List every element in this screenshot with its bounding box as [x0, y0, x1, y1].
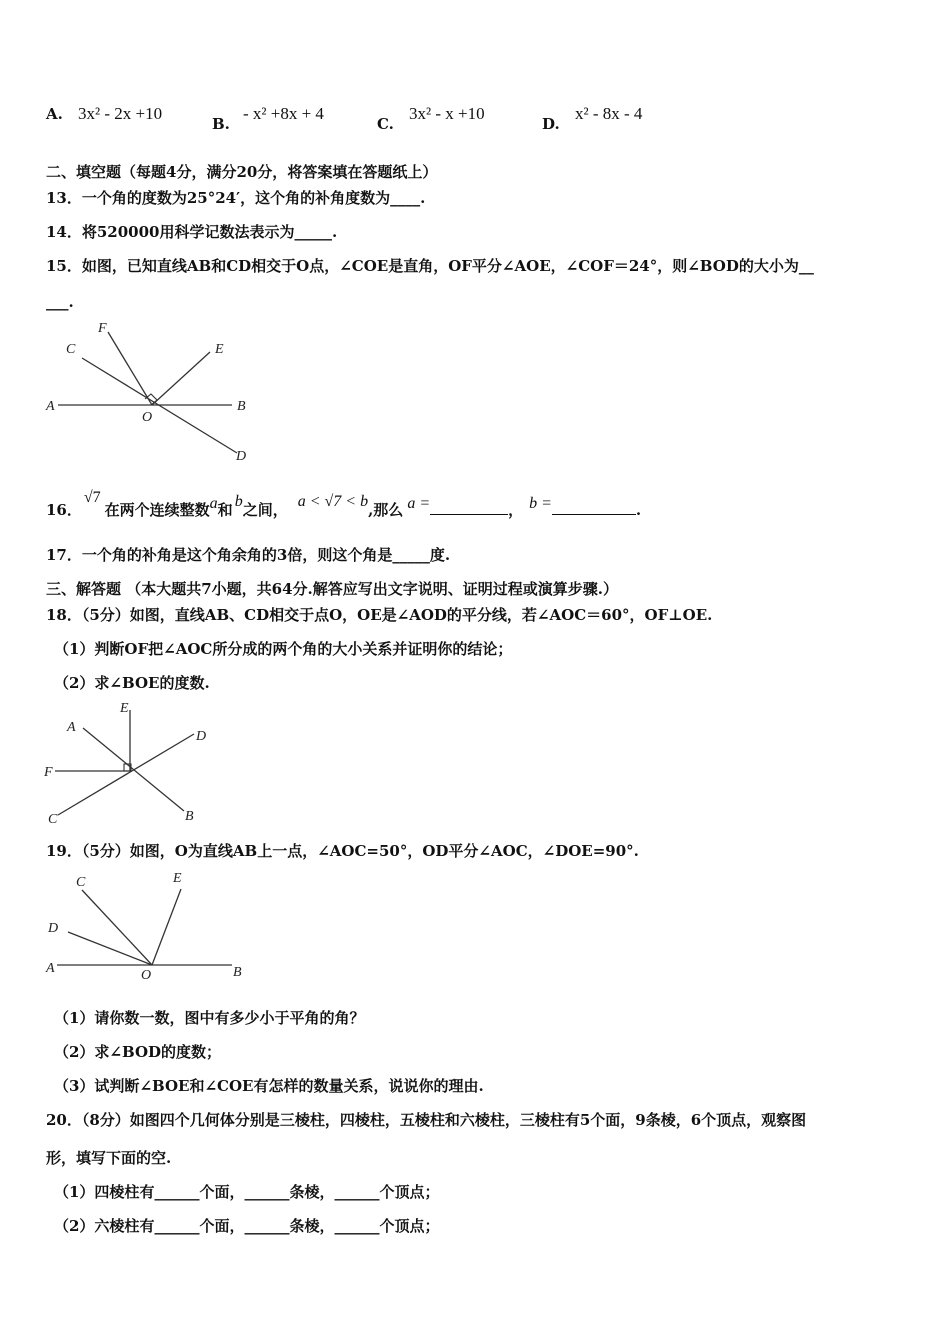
- label-b: B: [237, 399, 246, 414]
- option-b: [212, 114, 230, 133]
- figure-19: [40, 864, 260, 984]
- label-b: B: [185, 809, 194, 824]
- label-a: A: [46, 961, 55, 976]
- question-18-part1: （1）判断OF把∠AOC所分成的两个角的大小关系并证明你的结论；: [54, 640, 513, 658]
- question-17: 17．一个角的补角是这个角余角的3倍，则这个角是_____度.: [46, 546, 451, 564]
- b-equals: b =: [529, 495, 552, 512]
- text-segment: ,那么: [368, 501, 404, 519]
- text-segment: .: [635, 501, 642, 519]
- label-o: O: [142, 410, 153, 425]
- question-15-line1: 15．如图，已知直线AB和CD相交于O点，∠COE是直角，OF平分∠AOE，∠COF＝24°，则∠BOD的大小为__: [46, 257, 814, 275]
- option-letter: A.: [46, 105, 63, 123]
- figure-15: [40, 318, 270, 468]
- label-e: E: [215, 342, 224, 357]
- sqrt-seven: √7: [83, 489, 101, 506]
- text-segment: 之间，: [242, 501, 288, 519]
- question-19-part3: （3）试判断∠BOE和∠COE有怎样的数量关系，说说你的理由.: [54, 1077, 484, 1095]
- label-a: A: [67, 720, 76, 735]
- question-20-part2: （2）六棱柱有______个面，______条棱，______个顶点；: [54, 1217, 440, 1235]
- text-segment: 和: [217, 501, 233, 519]
- var-a: a: [209, 495, 218, 512]
- option-c: [377, 114, 394, 133]
- label-c: C: [66, 342, 76, 357]
- ray-of: [108, 332, 152, 405]
- option-a-expression: 3x² - 2x +10: [78, 104, 163, 123]
- text-segment: ，: [508, 501, 524, 519]
- option-c-expression: 3x² - x +10: [409, 104, 485, 123]
- option-letter: D.: [542, 115, 560, 133]
- ray-oe: [152, 352, 210, 405]
- option-d-expression: x² - 8x - 4: [575, 104, 643, 123]
- section-title-fill-in: 二、填空题（每题4分，满分20分，将答案填在答题纸上）: [46, 163, 438, 181]
- label-c: C: [48, 812, 58, 827]
- question-16: [46, 490, 641, 524]
- section-title-answers: 三、解答题 （本大题共7小题，共64分.解答应写出文字说明、证明过程或演算步骤.）: [46, 580, 618, 598]
- question-19-part1: （1）请你数一数，图中有多少小于平角的角？: [54, 1009, 365, 1027]
- label-b: B: [233, 965, 242, 980]
- label-f: F: [44, 765, 53, 780]
- answer-blank-a[interactable]: [430, 500, 508, 515]
- label-c: C: [76, 875, 86, 890]
- question-13: 13．一个角的度数为25°24′，这个角的补角度数为____.: [46, 189, 426, 207]
- label-o: O: [141, 968, 152, 983]
- question-18-part2: （2）求∠BOE的度数.: [54, 674, 210, 692]
- label-a: A: [46, 399, 55, 414]
- a-equals: a =: [407, 495, 431, 512]
- label-d: D: [196, 729, 207, 744]
- ray-oe: [152, 889, 181, 965]
- option-b-expression: - x² +8x + 4: [243, 104, 324, 123]
- var-b: b: [234, 493, 243, 510]
- label-d: D: [48, 921, 59, 936]
- question-14: 14．将520000用科学记数法表示为_____.: [46, 223, 338, 241]
- question-20-part1: （1）四棱柱有______个面，______条棱，______个顶点；: [54, 1183, 440, 1201]
- question-15-line2: ___.: [46, 293, 74, 311]
- label-d: D: [236, 449, 247, 464]
- label-e: E: [120, 701, 129, 716]
- question-20-line2: 形，填写下面的空.: [46, 1149, 172, 1167]
- question-20-line1: 20．（8分）如图四个几何体分别是三棱柱，四棱柱，五棱柱和六棱柱，三棱柱有5个面，9条棱，6个顶点，观察图: [46, 1111, 807, 1129]
- question-19: 19．（5分）如图，O为直线AB上一点，∠AOC=50°，OD平分∠AOC，∠DOE=90°.: [46, 842, 639, 860]
- question-19-part2: （2）求∠BOD的度数；: [54, 1043, 222, 1061]
- figure-18: [40, 698, 220, 828]
- ray-od: [68, 932, 152, 965]
- option-a: [46, 104, 63, 123]
- ray-oc: [82, 890, 152, 965]
- text-segment: 在两个连续整数: [104, 501, 210, 519]
- question-number: 16．: [46, 501, 82, 519]
- question-18: 18．（5分）如图，直线AB、CD相交于点O，OE是∠AOD的平分线，若∠AOC＝60°，OF⊥OE.: [46, 606, 713, 624]
- label-e: E: [173, 871, 182, 886]
- option-letter: C.: [377, 115, 394, 133]
- label-f: F: [98, 321, 107, 336]
- inequality: a < √7 < b: [297, 493, 369, 510]
- answer-blank-b[interactable]: [552, 500, 636, 515]
- option-d: [542, 114, 560, 133]
- option-letter: B.: [212, 115, 230, 133]
